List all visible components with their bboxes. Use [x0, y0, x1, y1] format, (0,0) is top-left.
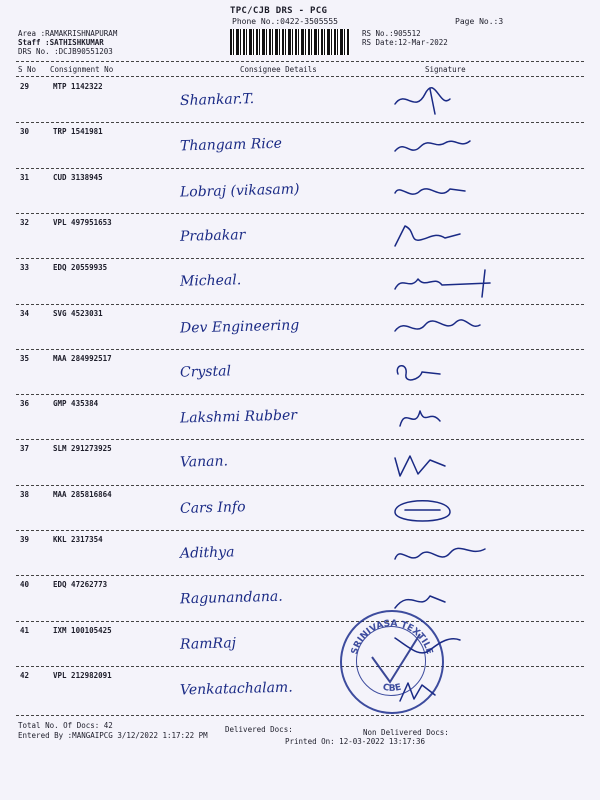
row-signature [390, 84, 500, 118]
row-consignment-number: TRP 1541981 [53, 127, 103, 137]
table-row [0, 667, 600, 712]
table-row [0, 78, 600, 123]
row-signature [390, 401, 500, 435]
row-consignment-number: CUD 3138945 [53, 172, 103, 182]
row-serial-number: 35 [20, 353, 30, 363]
row-signature [390, 446, 500, 480]
drs-number: DRS No. :DCJB90551203 [18, 47, 113, 56]
row-consignment-number: SVG 4523031 [53, 308, 103, 318]
col-header-sno: S No [18, 65, 37, 74]
row-consignee-handwritten: Vanan. [179, 453, 229, 472]
row-consignment-number: IXM 100105425 [53, 625, 112, 635]
row-consignment-number: VPL 497951653 [53, 217, 112, 227]
non-delivered-docs: Non Delivered Docs: [363, 728, 449, 737]
row-consignee-handwritten: Prabakar [179, 227, 246, 245]
row-signature [390, 356, 500, 390]
row-serial-number: 34 [20, 308, 30, 318]
row-consignment-number: VPL 212982091 [53, 670, 112, 680]
row-signature [390, 311, 500, 345]
row-consignee-handwritten: Ragunandana. [179, 588, 283, 608]
row-serial-number: 31 [20, 172, 30, 182]
row-serial-number: 41 [20, 625, 30, 635]
row-consignment-number: SLM 291273925 [53, 444, 112, 454]
row-serial-number: 33 [20, 263, 30, 273]
row-consignment-number: MAA 284992517 [53, 353, 112, 363]
row-consignee-handwritten: Thangam Rice [179, 135, 283, 155]
row-consignee-handwritten: Shankar.T. [179, 91, 255, 109]
col-header-signature: Signature [425, 65, 466, 74]
phone-number: Phone No.:0422-3505555 [232, 17, 338, 26]
row-serial-number: 32 [20, 217, 30, 227]
stamp-lettering [342, 612, 442, 712]
table-row [0, 169, 600, 214]
table-row [0, 486, 600, 531]
rs-number: RS No.:905512 [362, 29, 421, 38]
row-consignee-handwritten: Venkatachalam. [179, 679, 293, 699]
header-divider [16, 61, 584, 62]
printed-on: Printed On: 12-03-2022 13:17:36 [285, 737, 425, 746]
column-divider [16, 76, 584, 77]
table-row [0, 123, 600, 168]
row-serial-number: 30 [20, 127, 30, 137]
table-row [0, 440, 600, 485]
row-consignment-number: MTP 1142322 [53, 82, 103, 91]
table-row [0, 576, 600, 621]
row-consignee-handwritten: Lobraj (vikasam) [179, 181, 300, 201]
row-consignment-number: EDQ 47262773 [53, 580, 108, 590]
row-consignee-handwritten: Cars Info [179, 498, 246, 517]
entered-by: Entered By :MANGAIPCG 3/12/2022 1:17:22 PM [18, 731, 208, 740]
table-row [0, 395, 600, 440]
col-header-consignee: Consignee Details [240, 65, 317, 74]
row-serial-number: 36 [20, 399, 30, 409]
row-consignment-number: MAA 285816864 [53, 489, 112, 499]
delivered-docs: Delivered Docs: [225, 725, 293, 734]
footer-divider [16, 715, 584, 716]
row-consignee-handwritten: Crystal [179, 363, 232, 381]
col-header-consignment: Consignment No [50, 65, 114, 74]
row-consignee-handwritten: RamRaj [179, 634, 237, 653]
svg-text:SRINIVASA TEXTILE: SRINIVASA TEXTILE [349, 618, 435, 656]
staff-field: Staff :SATHISHKUMAR [18, 38, 104, 47]
table-row [0, 350, 600, 395]
row-serial-number: 37 [20, 444, 30, 454]
page-number: Page No.:3 [455, 17, 504, 26]
row-signature [390, 537, 500, 571]
row-serial-number: 42 [20, 670, 30, 680]
rs-date: RS Date:12-Mar-2022 [362, 38, 448, 47]
table-row [0, 259, 600, 304]
row-serial-number: 39 [20, 535, 30, 544]
row-consignee-handwritten: Micheal. [179, 272, 242, 290]
table-row [0, 214, 600, 259]
table-row [0, 305, 600, 350]
row-consignee-handwritten: Lakshmi Rubber [179, 407, 298, 427]
svg-text:CBE: CBE [381, 682, 403, 694]
table-row [0, 622, 600, 667]
area-field: Area :RAMAKRISHNAPURAM [18, 29, 118, 38]
row-consignee-handwritten: Dev Engineering [179, 316, 300, 337]
row-serial-number: 40 [20, 580, 30, 590]
row-signature [390, 129, 500, 163]
barcode [230, 29, 350, 55]
company-stamp [340, 610, 444, 714]
row-signature [390, 265, 500, 299]
total-docs: Total No. Of Docs: 42 [18, 721, 113, 730]
row-signature [390, 175, 500, 209]
row-signature [390, 220, 500, 254]
row-consignment-number: EDQ 20559935 [53, 263, 108, 273]
row-signature [390, 492, 500, 526]
table-row [0, 531, 600, 576]
row-consignment-number: GMP 435384 [53, 399, 99, 409]
row-consignee-handwritten: Adithya [179, 544, 235, 562]
document-title: TPC/CJB DRS - PCG [230, 6, 328, 16]
row-serial-number: 38 [20, 489, 30, 499]
row-consignment-number: KKL 2317354 [53, 535, 103, 544]
row-serial-number: 29 [20, 82, 30, 91]
